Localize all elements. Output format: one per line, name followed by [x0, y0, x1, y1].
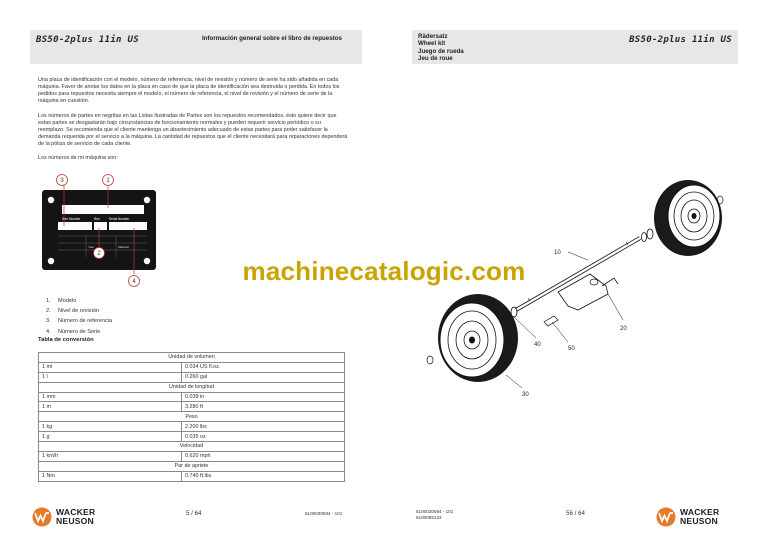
right-page-number: 56 / 64: [566, 510, 585, 517]
plate-label-rev: Rev.: [94, 217, 101, 221]
table-section-row: Peso: [39, 412, 345, 422]
table-row: 1 ml 0.034 US fl.oz.: [39, 362, 345, 372]
callout-30: 30: [522, 392, 529, 398]
doc-number-1: 5100030594 - 101: [416, 509, 454, 514]
legend-item: 1. Modelo: [46, 298, 77, 304]
table-row: 1 m 3.280 ft: [39, 402, 345, 412]
table-row: 1 km/h 0.620 mph: [39, 451, 345, 461]
wacker-neuson-logo-icon: [32, 507, 52, 527]
machine-numbers-label: Los números de mi máquina son:: [38, 155, 118, 161]
spare-parts-paragraph: Los números de partes en negritas en las Listas Ilustradas de Partes son los repuestos recomendados, ésto quiere decir que estas partes se desgastarán bajo circunstancias de funcionamiento normales y pueden requerir servicio periódico o su reemplazo. Se recomienda que el cliente mantenga un abastecimiento adecuado de estas partes para poder satisfacer la demanda requerida por el servicio a la máquina. La cantidad de repuestos que el cliente necesitará para reparaciones dependerá de la póliza de servicio de cada cliente.: [38, 113, 348, 148]
model-name-right: BS50-2plus 11in US: [629, 35, 732, 45]
plate-hole: [48, 197, 54, 203]
callout-10: 10: [554, 250, 561, 256]
watermark: machinecatalogic.com: [242, 256, 526, 286]
title-de: Rädersatz: [418, 33, 448, 40]
table-section-row: Par de apriete: [39, 461, 345, 471]
table-row: 1 l 0.260 gal: [39, 372, 345, 382]
title-en: Wheel kit: [418, 40, 446, 48]
legend-item: 2. Nivel de revisión: [46, 308, 100, 315]
callout-40: 40: [534, 342, 541, 348]
wheel-kit-exploded-diagram: [418, 170, 748, 410]
brand-wacker: WACKER: [56, 507, 96, 517]
model-name: BS50-2plus 11in US: [36, 35, 139, 45]
plate-item-field: [58, 222, 92, 230]
document-number: 5100030594 - 101: [305, 511, 343, 516]
plate-label-year: Year: [88, 245, 95, 249]
table-section-row: Velocidad: [39, 442, 345, 452]
callout-2-label: 2: [97, 251, 101, 258]
conversion-table: [38, 352, 345, 482]
wacker-neuson-logo-icon: [656, 507, 676, 527]
legend-item: 4. Número de Serie: [46, 328, 101, 335]
clip: [544, 316, 558, 326]
plate-serial-field: [109, 222, 147, 230]
title-fr: Jeu de roue: [418, 55, 453, 63]
kit-titles: [418, 33, 464, 63]
left-wheel: [438, 294, 518, 382]
plate-model-field: [62, 205, 144, 214]
plate-rev-field: [94, 222, 107, 230]
callout-3-label: 3: [60, 178, 64, 185]
right-wheel: [642, 180, 723, 256]
conversion-table-title: Tabla de conversión: [38, 337, 94, 343]
plate-label-material: Material: [118, 245, 129, 249]
plate-label-item: Item Number: [62, 217, 81, 221]
plate-legend: [46, 296, 112, 337]
table-row: 1 g 0.035 oz: [39, 432, 345, 442]
header-title: Información general sobre el libro de repuestos: [202, 35, 342, 42]
callout-20: 20: [620, 326, 627, 332]
doc-number-2: 5100085133: [416, 514, 442, 520]
callout-1-label: 1: [106, 178, 110, 185]
callout-4-label: 4: [132, 279, 136, 286]
left-header-bar: [30, 30, 362, 64]
callout-50: 50: [568, 346, 575, 352]
table-row: 1 mm 0.039 in: [39, 392, 345, 402]
table-section-row: Unidad de volumen: [39, 353, 345, 363]
right-header-bar: [412, 30, 738, 64]
table-section-row: Unidad de longitud: [39, 382, 345, 392]
legend-item: 3. Número de referencia: [46, 318, 113, 325]
title-es: Juego de rueda: [418, 47, 464, 55]
brand-wacker-right: WACKER: [680, 507, 720, 517]
plate-label-serial: Serial Number: [109, 217, 130, 221]
intro-paragraph: Una placa de identificación con el modelo, número de referencia, nivel de revisión y número de serie ha sido añadida en cada máquina. Favor de anotar los datos en la placa en caso de que la placa de identificación sea destruida o perdida. En todos los pedidos para repuestos necesita siempre el modelo, el número de referencia, el nivel de revisión y el número de serie de la máquina en cuestión.: [38, 77, 340, 105]
plate-hole: [144, 197, 150, 203]
page-number: 5 / 64: [186, 510, 202, 517]
brand-neuson: NEUSON: [56, 516, 94, 526]
right-document-numbers: [416, 509, 453, 520]
table-row: 1 Nm 0.740 ft.lbs: [39, 471, 345, 481]
table-row: 1 kg 2.200 lbs: [39, 422, 345, 432]
brand-neuson-right: NEUSON: [680, 516, 718, 526]
